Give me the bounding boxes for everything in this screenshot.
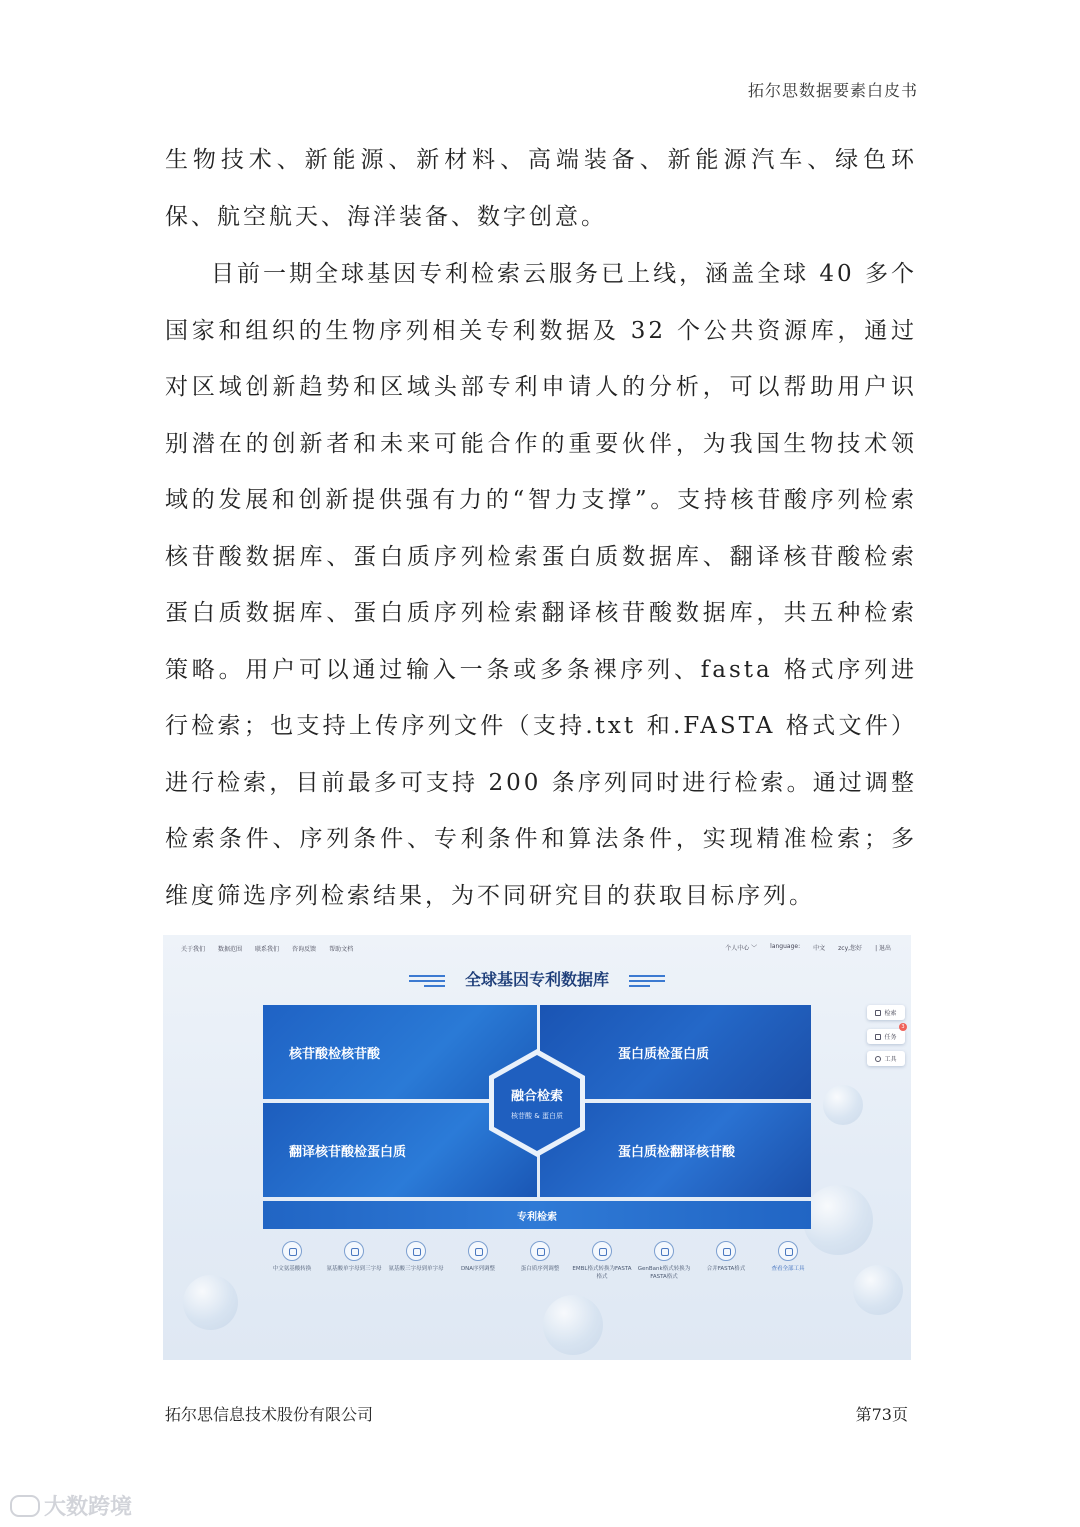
top-nav [163, 935, 911, 961]
fusion-title: 融合检索 [510, 1089, 563, 1104]
side-task-label: 任务 [884, 1034, 897, 1041]
search-icon [875, 1010, 881, 1016]
watermark [10, 1490, 132, 1521]
running-header: 拓尔思数据要素白皮书 [747, 81, 918, 100]
watermark-logo-icon [10, 1495, 40, 1517]
language-select[interactable]: 中文 [813, 945, 826, 952]
tile-label: 蛋白质检蛋白质 [618, 1046, 710, 1062]
chevron-right-icon [778, 1241, 798, 1261]
user-greeting: zcy,您好 [838, 945, 863, 952]
tool-icon [344, 1241, 364, 1261]
gene-patent-database-screenshot [163, 935, 911, 1360]
decorative-bubble [543, 1295, 603, 1355]
tool-aa-three-to-one[interactable] [385, 1241, 447, 1281]
fusion-subtitle: 核苷酸 & 蛋白质 [511, 1112, 563, 1120]
nav-data-scope[interactable]: 数据范围 [218, 946, 243, 953]
task-count-badge: 3 [899, 1023, 907, 1031]
tile-label: 核苷酸检核苷酸 [289, 1046, 381, 1062]
title-decoration-right [629, 972, 665, 990]
side-tools-button[interactable] [867, 1051, 905, 1066]
fusion-search-button[interactable] [481, 1047, 593, 1159]
tool-label: GenBank格式转换为FASTA格式 [637, 1266, 691, 1280]
footer-page-number: 第73页 [855, 1405, 908, 1424]
tool-icon [282, 1241, 302, 1261]
tool-label: EMBL格式转换为FASTA格式 [572, 1266, 632, 1280]
tool-list [261, 1241, 821, 1281]
tool-label: 氨基酸单字母到三字母 [326, 1266, 382, 1272]
side-task-button[interactable] [867, 1029, 905, 1044]
nav-help[interactable]: 帮助文档 [329, 946, 354, 953]
tool-genbank-to-fasta[interactable] [633, 1241, 695, 1281]
nav-feedback[interactable]: 咨询反馈 [292, 946, 317, 953]
tool-icon [406, 1241, 426, 1261]
title-decoration-left [409, 972, 445, 990]
tool-label: 蛋白质序列调整 [520, 1266, 560, 1272]
tool-icon [468, 1241, 488, 1261]
tool-label: 中文氨基酸转换 [272, 1266, 312, 1272]
footer-company: 拓尔思信息技术股份有限公司 [165, 1405, 374, 1424]
tile-label: 蛋白质检翻译核苷酸 [618, 1144, 736, 1160]
language-label: language: [770, 943, 801, 950]
tool-icon [592, 1241, 612, 1261]
body-paragraph-2: 目前一期全球基因专利检索云服务已上线，涵盖全球 40 多个国家和组织的生物序列相关专利数据及 32 个公共资源库，通过对区域创新趋势和区域头部专利申请人的分析，可以帮助用户识别潜在的创新者和未来可能合作的重要伙伴，为我国生物技术领域的发展和创新提供强有力的“智力支撑”。支持核苷酸序列检索核苷酸数据库、蛋白质序列检索蛋白质数据库、翻译核苷酸检索蛋白质数据库、蛋白质序列检索翻译核苷酸数据库，共五种检索策略。用户可以通过输入一条或多条裸序列、fasta 格式序列进行检索；也支持上传序列文件（支持.txt 和.FASTA 格式文件）进行检索，目前最多可支持 200 条序列同时进行检索。通过调整检索条件、序列条件、专利条件和算法条件，实现精准检索；多维度筛选序列检索结果，为不同研究目的获取目标序列。 [165, 261, 917, 909]
watermark-text: 大数跨境 [44, 1495, 133, 1520]
nav-about[interactable]: 关于我们 [181, 946, 206, 953]
side-search-label: 检索 [884, 1010, 897, 1017]
tool-icon [654, 1241, 674, 1261]
side-tools-label: 工具 [884, 1056, 897, 1063]
tool-dna-sequence-adjust[interactable] [447, 1241, 509, 1281]
database-title [163, 967, 911, 990]
patent-search-bar[interactable] [263, 1201, 811, 1229]
tool-protein-sequence-adjust[interactable] [509, 1241, 571, 1281]
logout-link[interactable]: | 退出 [875, 945, 891, 952]
tool-merge-fasta[interactable] [695, 1241, 757, 1281]
decorative-bubble [823, 1085, 863, 1125]
tool-embl-to-fasta[interactable] [571, 1241, 633, 1281]
tool-icon [530, 1241, 550, 1261]
decorative-bubble [183, 1275, 238, 1330]
tool-aa-one-to-three[interactable] [323, 1241, 385, 1281]
tool-icon [716, 1241, 736, 1261]
tool-label: 查看全部工具 [771, 1266, 805, 1272]
nav-profile[interactable]: 个人中心 ﹀ [725, 945, 758, 952]
tile-label: 翻译核苷酸检蛋白质 [289, 1144, 407, 1160]
tool-label: 合并FASTA格式 [706, 1266, 746, 1272]
body-paragraph-1: 生物技术、新能源、新材料、高端装备、新能源汽车、绿色环保、航空航天、海洋装备、数字创意。 [165, 147, 917, 230]
tool-view-all[interactable] [757, 1241, 819, 1281]
tools-icon [875, 1056, 881, 1062]
side-search-button[interactable] [867, 1005, 905, 1020]
patent-search-label: 专利检索 [517, 1211, 557, 1223]
nav-contact[interactable]: 联系我们 [255, 946, 280, 953]
tool-chinese-amino-acid[interactable] [261, 1241, 323, 1281]
decorative-bubble [853, 1265, 903, 1315]
tool-label: DNA序列调整 [460, 1266, 496, 1272]
database-title-text: 全球基因专利数据库 [464, 970, 609, 989]
tool-label: 氨基酸三字母到单字母 [388, 1266, 444, 1272]
task-icon [875, 1034, 881, 1040]
